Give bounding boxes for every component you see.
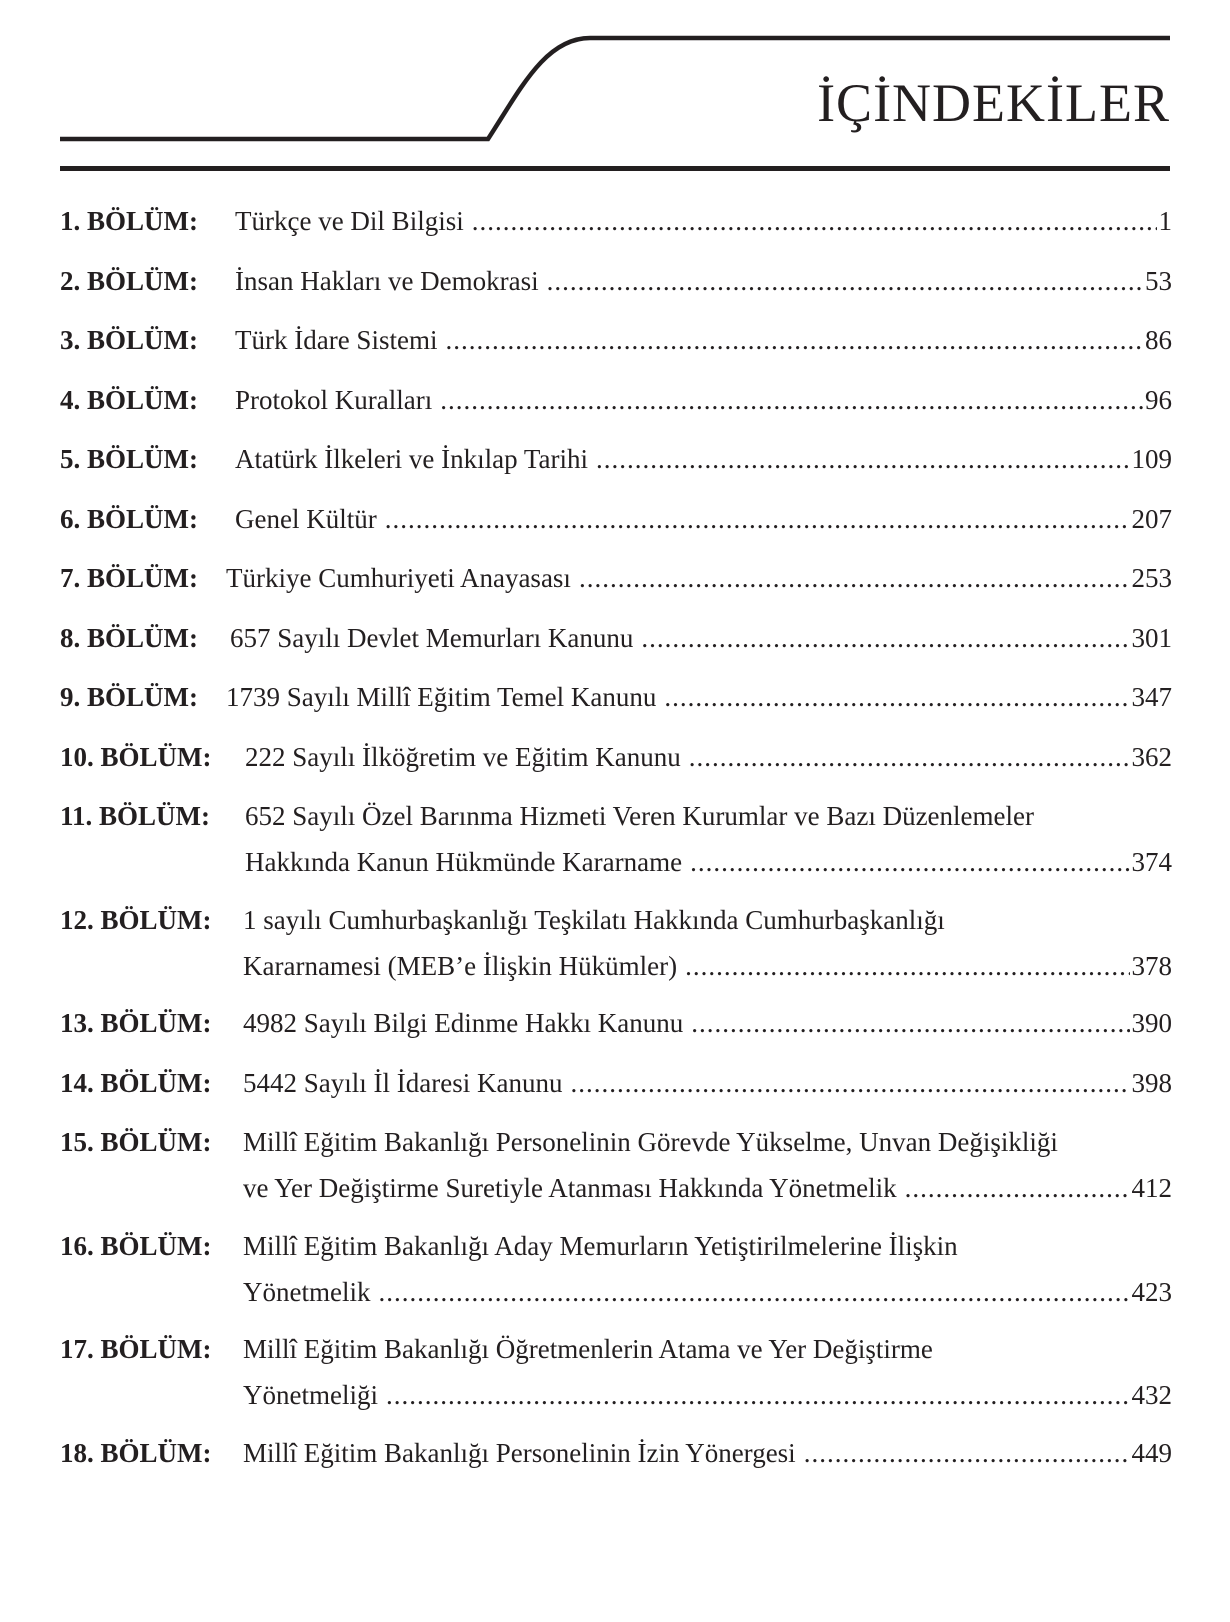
dot-leader <box>440 377 1143 423</box>
page-number: 432 <box>1131 1380 1172 1410</box>
page-number: 449 <box>1131 1437 1172 1468</box>
dot-leader <box>570 1060 1129 1106</box>
chapter-label: 18. BÖLÜM: <box>60 1437 212 1468</box>
chapter-title: 5442 Sayılı İl İdaresi Kanunu <box>243 1067 563 1098</box>
chapter-label: 6. BÖLÜM: <box>60 503 198 534</box>
dot-leader <box>804 1430 1130 1476</box>
page-number: 1 <box>1158 206 1172 236</box>
page-number: 423 <box>1131 1276 1172 1307</box>
chapter-title-line: Kararnamesi (MEB’e İlişkin Hükümler) <box>243 950 678 981</box>
chapter-title: Millî Eğitim Bakanlığı Personelinin İzin Yönergesi <box>243 1437 796 1468</box>
chapter-label: 8. BÖLÜM: <box>60 622 198 653</box>
dot-leader <box>690 839 1129 885</box>
chapter-title-line: Millî Eğitim Bakanlığı Öğretmenlerin Atama ve Yer Değiştirme <box>243 1334 933 1364</box>
page-number: 390 <box>1131 1008 1172 1038</box>
chapter-label: 1. BÖLÜM: <box>60 206 198 236</box>
chapter-label: 3. BÖLÜM: <box>60 325 198 355</box>
chapter-label: 13. BÖLÜM: <box>60 1008 212 1038</box>
toc-entry-1[interactable] <box>60 198 1172 258</box>
dot-leader <box>378 1269 1129 1315</box>
chapter-title: Türkiye Cumhuriyeti Anayasası <box>226 563 571 593</box>
table-of-contents <box>60 198 1172 1490</box>
page-number: 362 <box>1131 741 1172 772</box>
toc-entry-7[interactable] <box>60 555 1172 615</box>
toc-entry-18[interactable] <box>60 1430 1172 1490</box>
chapter-label: 4. BÖLÜM: <box>60 384 198 415</box>
chapter-label: 17. BÖLÜM: <box>60 1334 212 1364</box>
chapter-label: 7. BÖLÜM: <box>60 563 198 593</box>
chapter-title: 4982 Sayılı Bilgi Edinme Hakkı Kanunu <box>243 1008 684 1038</box>
toc-entry-2[interactable] <box>60 258 1172 318</box>
toc-entry-6[interactable] <box>60 496 1172 556</box>
toc-entry-8[interactable] <box>60 615 1172 675</box>
page-number: 253 <box>1131 563 1172 593</box>
chapter-title: Genel Kültür <box>235 503 377 534</box>
chapter-title-line: 652 Sayılı Özel Barınma Hizmeti Veren Kurumlar ve Bazı Düzenlemeler <box>245 801 1034 831</box>
chapter-title: 657 Sayılı Devlet Memurları Kanunu <box>230 622 634 653</box>
chapter-title-line: ve Yer Değiştirme Suretiyle Atanması Hakkında Yönetmelik <box>243 1173 897 1203</box>
chapter-title: Atatürk İlkeleri ve İnkılap Tarihi <box>235 444 588 474</box>
page-title: İÇİNDEKİLER <box>817 73 1170 133</box>
toc-entry-14[interactable] <box>60 1060 1172 1120</box>
chapter-title-line: Millî Eğitim Bakanlığı Personelinin Görevde Yükselme, Unvan Değişikliği <box>243 1127 1058 1157</box>
page-header <box>0 0 1230 190</box>
dot-leader <box>905 1165 1130 1211</box>
dot-leader <box>685 943 1129 989</box>
toc-entry-10[interactable] <box>60 734 1172 794</box>
chapter-title: İnsan Hakları ve Demokrasi <box>235 265 539 296</box>
chapter-label: 16. BÖLÜM: <box>60 1230 212 1261</box>
chapter-title: Protokol Kuralları <box>235 384 433 415</box>
page-number: 109 <box>1131 444 1172 474</box>
page-number: 53 <box>1145 265 1172 296</box>
page-number: 301 <box>1131 622 1172 653</box>
chapter-label: 9. BÖLÜM: <box>60 682 198 712</box>
chapter-label: 10. BÖLÜM: <box>60 741 212 772</box>
page-number: 347 <box>1131 682 1172 712</box>
chapter-title-line: Yönetmelik <box>243 1276 371 1307</box>
chapter-label: 11. BÖLÜM: <box>60 801 211 831</box>
page-number: 207 <box>1131 503 1172 534</box>
chapter-title-line: Yönetmeliği <box>243 1380 378 1410</box>
page-number: 398 <box>1131 1067 1172 1098</box>
chapter-label: 2. BÖLÜM: <box>60 265 198 296</box>
page-number: 86 <box>1145 325 1172 355</box>
page-number: 378 <box>1131 950 1172 981</box>
toc-entry-11[interactable] <box>60 793 1172 897</box>
dot-leader <box>385 496 1130 542</box>
chapter-title-line: 1 sayılı Cumhurbaşkanlığı Teşkilatı Hakkında Cumhurbaşkanlığı <box>243 904 945 935</box>
chapter-title: Türkçe ve Dil Bilgisi <box>235 206 464 236</box>
chapter-title: 1739 Sayılı Millî Eğitim Temel Kanunu <box>226 682 657 712</box>
dot-leader <box>445 317 1143 363</box>
chapter-label: 5. BÖLÜM: <box>60 444 198 474</box>
chapter-title: 222 Sayılı İlköğretim ve Eğitim Kanunu <box>245 741 681 772</box>
chapter-title: Türk İdare Sistemi <box>235 325 438 355</box>
chapter-title-line: Hakkında Kanun Hükmünde Kararname <box>245 847 683 877</box>
chapter-title-line: Millî Eğitim Bakanlığı Aday Memurların Yetiştirilmelerine İlişkin <box>243 1230 958 1261</box>
dot-leader <box>689 734 1130 780</box>
dot-leader <box>641 615 1129 661</box>
dot-leader <box>386 1372 1130 1418</box>
page-number: 412 <box>1131 1173 1172 1203</box>
toc-entry-3[interactable] <box>60 317 1172 377</box>
chapter-label: 12. BÖLÜM: <box>60 904 212 935</box>
chapter-label: 14. BÖLÜM: <box>60 1067 212 1098</box>
toc-entry-16[interactable] <box>60 1223 1172 1327</box>
toc-entry-9[interactable] <box>60 674 1172 734</box>
toc-entry-12[interactable] <box>60 897 1172 1001</box>
toc-entry-13[interactable] <box>60 1000 1172 1060</box>
dot-leader <box>547 258 1143 304</box>
dot-leader <box>664 674 1129 720</box>
toc-entry-17[interactable] <box>60 1326 1172 1430</box>
dot-leader <box>691 1000 1129 1046</box>
dot-leader <box>596 436 1130 482</box>
dot-leader <box>579 555 1130 601</box>
toc-entry-5[interactable] <box>60 436 1172 496</box>
dot-leader <box>472 198 1157 244</box>
page-number: 374 <box>1131 847 1172 877</box>
chapter-label: 15. BÖLÜM: <box>60 1127 212 1157</box>
toc-entry-4[interactable] <box>60 377 1172 437</box>
page-number: 96 <box>1145 384 1172 415</box>
toc-entry-15[interactable] <box>60 1119 1172 1223</box>
